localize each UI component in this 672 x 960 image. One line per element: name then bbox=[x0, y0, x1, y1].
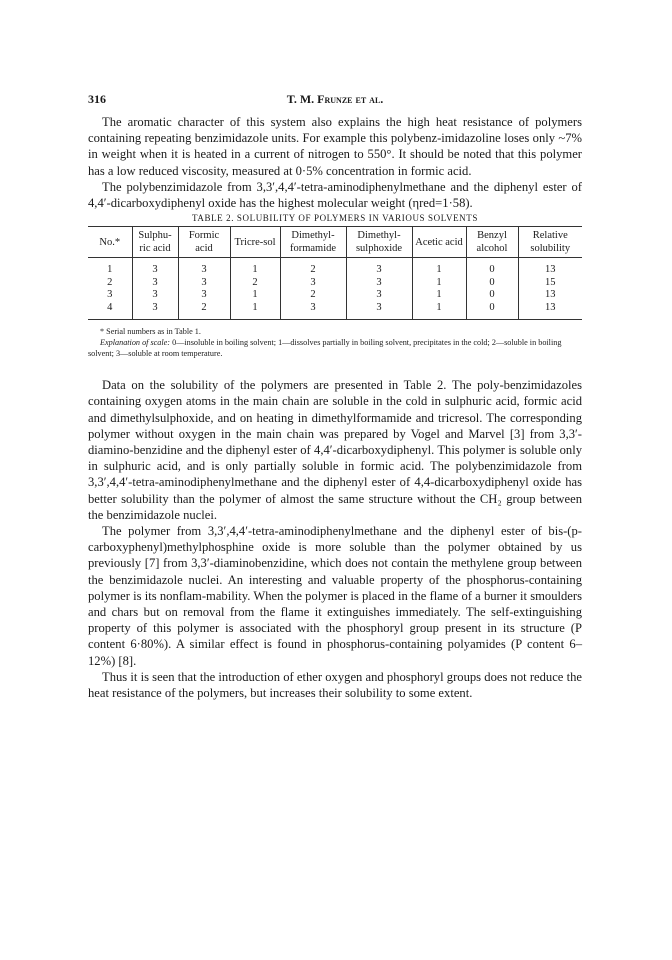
table-footnotes bbox=[88, 326, 582, 359]
table-cell: 15 bbox=[518, 277, 582, 290]
table-cell: 1 bbox=[230, 289, 280, 302]
table-cell: 13 bbox=[518, 258, 582, 277]
table-cell: 1 bbox=[412, 277, 466, 290]
column-header: Benzyl alcohol bbox=[466, 227, 518, 258]
table-cell: 3 bbox=[132, 302, 178, 320]
paragraph: Data on the solubility of the polymers are presented in Table 2. The poly-benzimidazoles containing oxygen atoms in the main chain are soluble in the cold in sulphuric acid, formic acid and dimethylsulphoxide, and on heating in dimethylformamide and tricresol. The corresponding polymer without oxygen in the main chain was prepared by Vogel and Marvel [3] from 3,3′-diamino-benzidine and the diphenyl ester of 4,4′-dicarboxydiphenyl. This polymer is soluble only in sulphuric acid, and is only partially soluble in formic acid. The polybenzimidazole from 3,3′,4,4′-tetra-aminodiphenylmethane and the diphenyl ester of 4,4-dicarboxydiphenyl oxide has better solubility than the polymer of almost the same structure without the CH₂ group between the benzimidazole nuclei. bbox=[88, 378, 582, 522]
table-row bbox=[88, 258, 582, 277]
column-header: Dimethyl-sulphoxide bbox=[346, 227, 412, 258]
paragraph: The polybenzimidazole from 3,3′,4,4′-tetra-aminodiphenylmethane and the diphenyl ester of 4,4′-dicarboxydiphenyl oxide has the highest molecular weight (ηred=1·58). bbox=[88, 179, 582, 211]
table-cell: 0 bbox=[466, 277, 518, 290]
table-cell: 3 bbox=[132, 258, 178, 277]
table-cell: 1 bbox=[230, 258, 280, 277]
table-footnote: * Serial numbers as in Table 1. bbox=[100, 327, 201, 337]
table-cell: 3 bbox=[132, 277, 178, 290]
table-cell: 2 bbox=[230, 277, 280, 290]
column-header: No.* bbox=[88, 227, 132, 258]
table-cell: 2 bbox=[178, 302, 230, 320]
table-cell: 2 bbox=[280, 258, 346, 277]
table-cell: 2 bbox=[107, 276, 113, 288]
table-footnote bbox=[88, 337, 582, 359]
table-cell: 1 bbox=[107, 264, 113, 276]
column-header: Acetic acid bbox=[412, 227, 466, 258]
table-cell: 3 bbox=[346, 258, 412, 277]
table-cell: 3 bbox=[178, 277, 230, 290]
column-header: Relative solubility bbox=[518, 227, 582, 258]
table-cell: 1 bbox=[230, 302, 280, 320]
table-cell: 3 bbox=[178, 289, 230, 302]
table-row bbox=[88, 289, 582, 302]
footnote-label: Explanation of scale: bbox=[100, 338, 171, 348]
table-cell: 1 bbox=[412, 258, 466, 277]
column-header: Formic acid bbox=[178, 227, 230, 258]
table-cell: 3 bbox=[132, 289, 178, 302]
column-header: Sulphu-ric acid bbox=[132, 227, 178, 258]
table-cell: 3 bbox=[346, 277, 412, 290]
table-row bbox=[88, 302, 582, 320]
paragraph: Thus it is seen that the introduction of ether oxygen and phosphoryl groups does not reduce the heat resistance of the polymers, but increases their solubility to some extent. bbox=[88, 669, 582, 701]
table-cell: 3 bbox=[107, 289, 113, 301]
footnote-text: 0—insoluble in boiling solvent; 1—dissolves partially in boiling solvent, precipitates in the cold; 2—soluble in boiling solvent; 3—soluble at room temperature. bbox=[88, 338, 562, 359]
journal-page bbox=[88, 92, 582, 701]
table-cell: 0 bbox=[466, 302, 518, 320]
table-cell: 3 bbox=[346, 289, 412, 302]
paragraph: The aromatic character of this system also explains the high heat resistance of polymers containing repeating benzimidazole units. For example this polybenz-imidazoline loses only ~7% in weight when it is heated in a current of nitrogen to 550°. It should be noted that this polymer has a low reduced viscosity, measured at 0·5% concentration in formic acid. bbox=[88, 115, 582, 178]
table-cell: 13 bbox=[518, 289, 582, 302]
running-head: T. M. Frunze et al. bbox=[286, 92, 384, 106]
table-caption: TABLE 2. SOLUBILITY OF POLYMERS IN VARIOUS SOLVENTS bbox=[191, 213, 478, 224]
page-number: 316 bbox=[88, 92, 106, 106]
table-cell: 0 bbox=[466, 258, 518, 277]
table-cell: 4 bbox=[88, 302, 132, 320]
table-cell: 3 bbox=[346, 302, 412, 320]
table-cell: 3 bbox=[280, 277, 346, 290]
paragraph: The polymer from 3,3′,4,4′-tetra-aminodiphenylmethane and the diphenyl ester of bis-(p-carboxyphenyl)methylphosphine oxide is more soluble than the polymer obtained by us previously [7] from 3,3′-diaminobenzidine, which does not contain the methylene group between the benzimidazole nuclei. An interesting and valuable property of the phosphorus-containing polymer is its nonflam-mability. When the polymer is placed in the flame of a burner it smoulders and chars but on removal from the flame it extinguishes immediately. The self-extinguishing property of this polymer is associated with the phosphoryl group present in its structure (P content 6·80%). A similar effect is found in phosphorus-containing polyamides (P content 6–12%) [8]. bbox=[88, 524, 582, 668]
solubility-table bbox=[88, 226, 582, 320]
table-cell: 1 bbox=[412, 302, 466, 320]
table-row bbox=[88, 277, 582, 290]
table-cell: 3 bbox=[178, 258, 230, 277]
page-header bbox=[88, 92, 582, 114]
table-cell: 1 bbox=[412, 289, 466, 302]
table-header-row bbox=[88, 227, 582, 258]
table-cell: 3 bbox=[280, 302, 346, 320]
table-cell: 0 bbox=[466, 289, 518, 302]
table-cell: 2 bbox=[280, 289, 346, 302]
column-header: Dimethyl-formamide bbox=[280, 227, 346, 258]
table-cell: 13 bbox=[518, 302, 582, 320]
column-header: Tricre-sol bbox=[230, 227, 280, 258]
